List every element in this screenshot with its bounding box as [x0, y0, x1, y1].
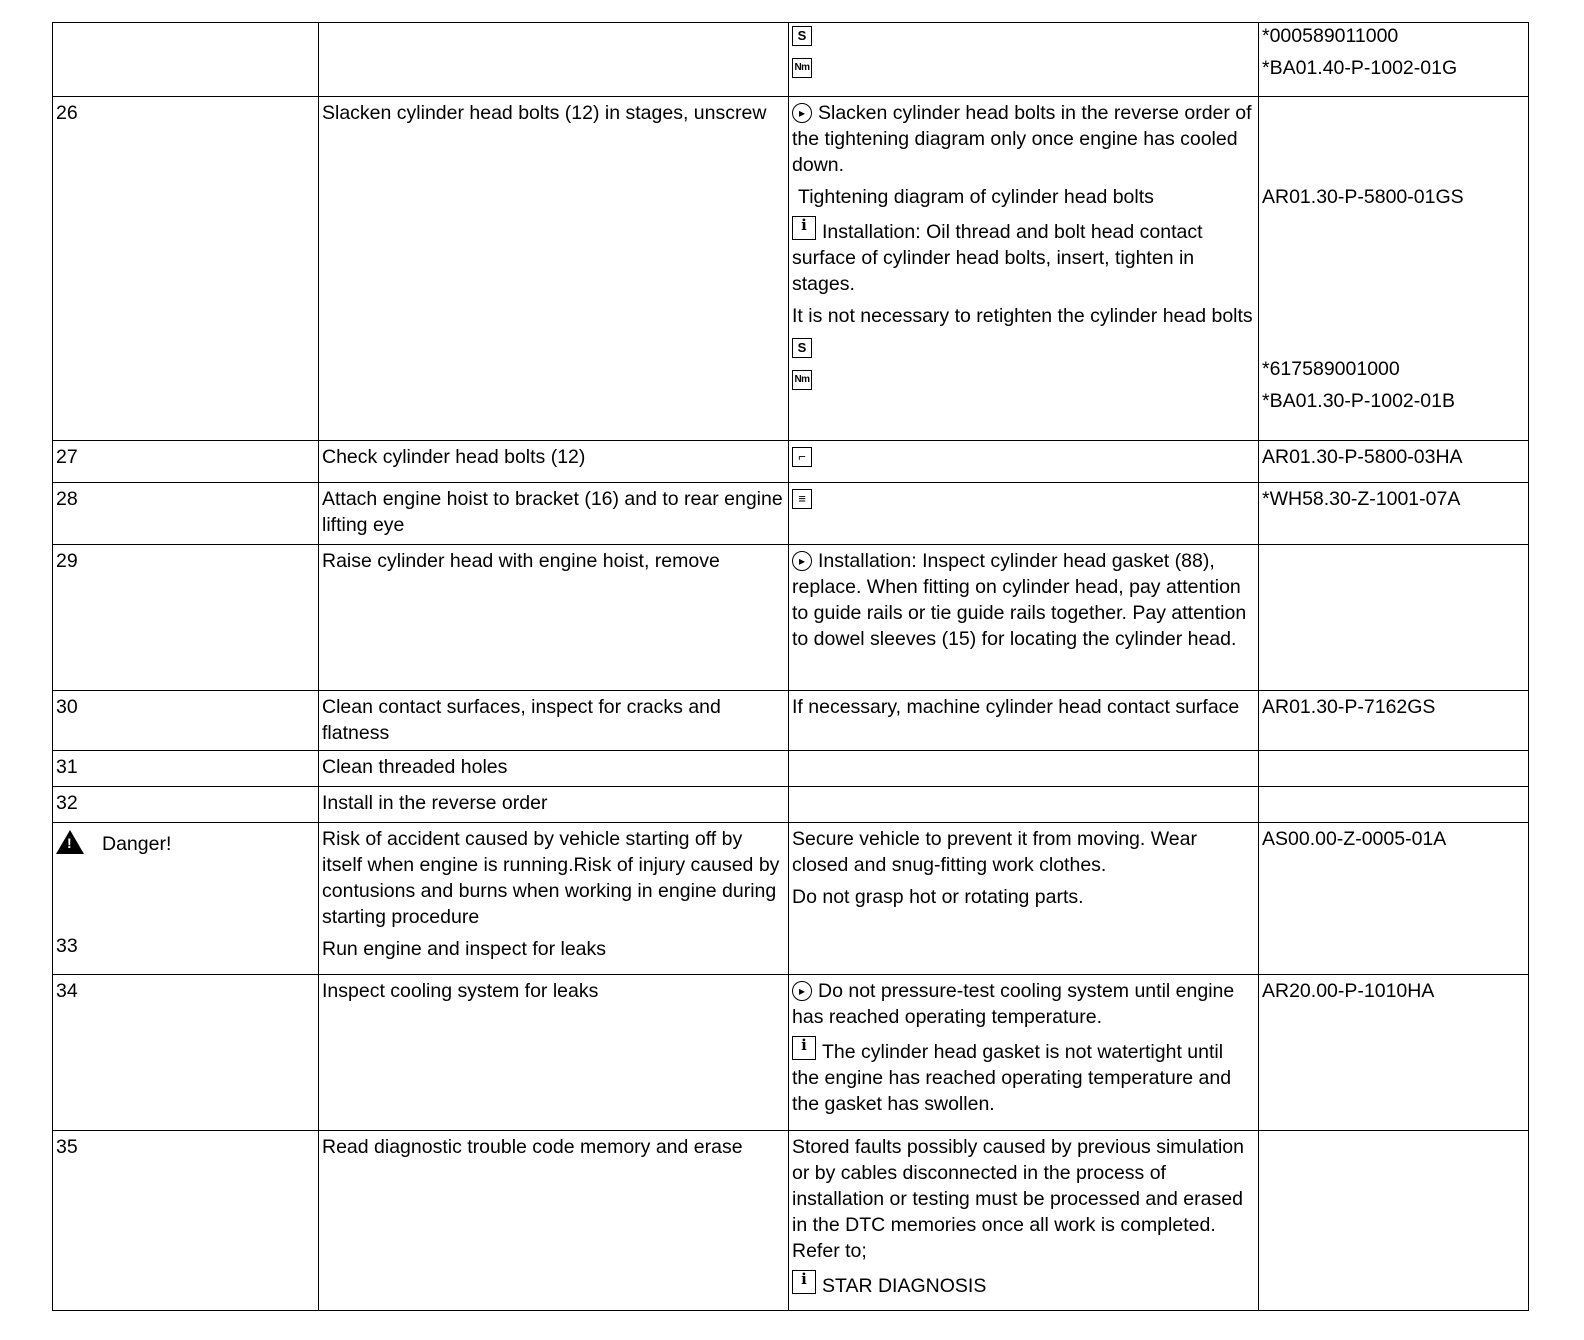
action-cell: Slacken cylinder head bolts (12) in stages, unscrew [319, 97, 789, 441]
notes-cell: If necessary, machine cylinder head contact surface [789, 691, 1259, 751]
note-text: It is not necessary to retighten the cylinder head bolts [792, 305, 1253, 327]
ref-cell [1259, 823, 1529, 975]
action-text: Run engine and inspect for leaks [322, 938, 607, 960]
nm-icon[interactable]: Nm [792, 370, 812, 390]
step-number: 33 [56, 935, 78, 957]
ref-cell [1259, 545, 1529, 691]
ref-cell [1259, 975, 1529, 1131]
hoist-icon[interactable]: ≡ [792, 489, 812, 509]
installation-label: Installation: [822, 221, 921, 243]
action-cell: Clean threaded holes [319, 751, 789, 787]
table-row [53, 823, 1529, 975]
info-icon: i [792, 1270, 816, 1294]
ref-link[interactable]: AR01.30-P-5800-01GS [1262, 186, 1464, 208]
notes-cell [789, 823, 1259, 975]
step-cell: 30 [53, 691, 319, 751]
note-text: Do not grasp hot or rotating parts. [792, 886, 1084, 908]
notes-cell [789, 545, 1259, 691]
note-icon: ▸ [792, 981, 812, 1001]
step-cell: 32 [53, 787, 319, 823]
notes-cell [789, 97, 1259, 441]
risk-text: Risk of accident caused by vehicle starting off by itself when engine is running.Risk of injury caused by contusions and burns when working in engine during starting procedure [322, 828, 780, 928]
note-text: Stored faults possibly caused by previous simulation or by cables disconnected in the process of installation or testing must be processed and erased in the DTC memories once all work is completed. Refer to; [792, 1136, 1244, 1262]
danger-label: Danger! [102, 833, 172, 855]
action-cell: Check cylinder head bolts (12) [319, 441, 789, 483]
ref-link[interactable]: AR20.00-P-1010HA [1262, 980, 1435, 1002]
table-row [53, 545, 1529, 691]
step-cell [53, 823, 319, 975]
procedure-table [52, 22, 1529, 1311]
note-text: The cylinder head gasket is not watertight until the engine has reached operating temperature and the gasket has swollen. [792, 1041, 1232, 1115]
action-cell: Raise cylinder head with engine hoist, remove [319, 545, 789, 691]
tool-icon[interactable]: S [792, 26, 812, 46]
info-icon: i [792, 216, 816, 240]
note-icon: ▸ [792, 103, 812, 123]
action-cell: Install in the reverse order [319, 787, 789, 823]
table-row [53, 97, 1529, 441]
repair-instructions-sheet [52, 22, 1528, 1311]
notes-cell [789, 975, 1259, 1131]
action-cell: Read diagnostic trouble code memory and erase [319, 1131, 789, 1311]
action-cell: Attach engine hoist to bracket (16) and to rear engine lifting eye [319, 483, 789, 545]
step-cell: 34 [53, 975, 319, 1131]
ref-cell [1259, 787, 1529, 823]
tool-icon[interactable]: S [792, 338, 812, 358]
notes-cell [789, 441, 1259, 483]
action-cell [319, 823, 789, 975]
table-row [53, 787, 1529, 823]
notes-cell [789, 1131, 1259, 1311]
action-cell: Inspect cooling system for leaks [319, 975, 789, 1131]
note-text: Do not pressure-test cooling system until engine has reached operating temperature. [792, 980, 1235, 1028]
step-cell: 35 [53, 1131, 319, 1311]
ref-cell [1259, 1131, 1529, 1311]
note-text: Oil thread and bolt head contact surface of cylinder head bolts, insert, tighten in stages. [792, 221, 1203, 295]
action-cell: Clean contact surfaces, inspect for cracks and flatness [319, 691, 789, 751]
step-cell: 29 [53, 545, 319, 691]
action-cell [319, 23, 789, 97]
ref-link[interactable]: *617589001000 [1262, 358, 1400, 380]
note-text: Inspect cylinder head gasket (88), replace. When fitting on cylinder head, pay attention to guide rails or tie guide rails together. Pay attention to dowel sleeves (15) for locating the cylinder head. [792, 550, 1247, 650]
step-cell: 28 [53, 483, 319, 545]
step-cell: 31 [53, 751, 319, 787]
notes-cell [789, 23, 1259, 97]
ref-cell [1259, 751, 1529, 787]
table-row [53, 691, 1529, 751]
ref-link[interactable]: *WH58.30-Z-1001-07A [1262, 488, 1461, 510]
ref-link[interactable]: AR01.30-P-7162GS [1262, 696, 1436, 718]
warning-icon [56, 830, 84, 854]
ref-cell [1259, 97, 1529, 441]
ref-cell [1259, 483, 1529, 545]
notes-cell [789, 483, 1259, 545]
step-cell: 26 [53, 97, 319, 441]
ref-link[interactable]: *BA01.30-P-1002-01B [1262, 390, 1455, 412]
notes-cell [789, 787, 1259, 823]
step-cell: 27 [53, 441, 319, 483]
table-row [53, 751, 1529, 787]
table-row [53, 975, 1529, 1131]
table-row [53, 1131, 1529, 1311]
note-icon: ▸ [792, 551, 812, 571]
note-text: Tightening diagram of cylinder head bolts [798, 186, 1154, 208]
ref-link[interactable]: AS00.00-Z-0005-01A [1262, 828, 1447, 850]
ref-cell [1259, 441, 1529, 483]
table-row [53, 441, 1529, 483]
info-icon: i [792, 1036, 816, 1060]
table-row [53, 483, 1529, 545]
nm-icon[interactable]: Nm [792, 58, 812, 78]
note-text: Secure vehicle to prevent it from moving. Wear closed and snug-fitting work clothes. [792, 828, 1197, 876]
ref-link[interactable]: *BA01.40-P-1002-01G [1262, 57, 1458, 79]
table-row [53, 23, 1529, 97]
step-cell [53, 23, 319, 97]
ref-link[interactable]: AR01.30-P-5800-03HA [1262, 446, 1463, 468]
notes-cell [789, 751, 1259, 787]
ref-cell [1259, 691, 1529, 751]
installation-label: Installation: [818, 550, 917, 572]
note-text: Slacken cylinder head bolts in the reverse order of the tightening diagram only once engine has cooled down. [792, 102, 1252, 176]
ref-cell [1259, 23, 1529, 97]
star-diagnosis-link[interactable]: STAR DIAGNOSIS [822, 1275, 987, 1297]
ref-link[interactable]: *000589011000 [1262, 25, 1399, 47]
check-icon[interactable]: ⌐ [792, 447, 812, 467]
